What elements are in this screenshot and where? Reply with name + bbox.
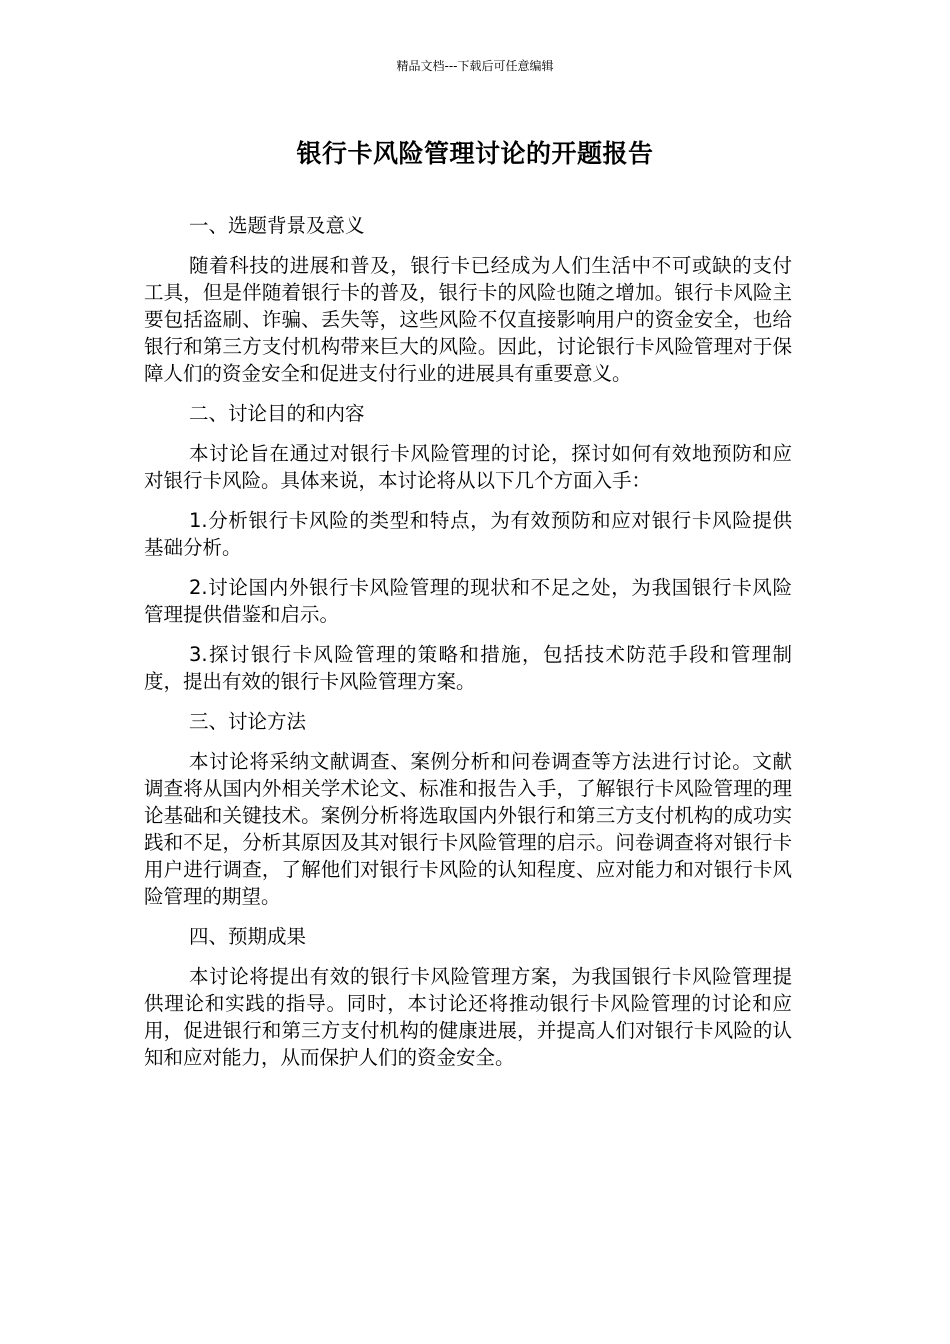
document-body <box>144 212 792 1084</box>
paragraph-background: 随着科技的进展和普及，银行卡已经成为人们生活中不可或缺的支付工具，但是伴随着银行卡的普及，银行卡的风险也随之增加。银行卡风险主要包括盗刷、诈骗、丢失等，这些风险不仅直接影响用户的资金安全，也给银行和第三方支付机构带来巨大的风险。因此，讨论银行卡风险管理对于保障人们的资金安全和促进支付行业的进展具有重要意义。 <box>144 254 792 385</box>
paragraph-purpose-intro: 本讨论旨在通过对银行卡风险管理的讨论，探讨如何有效地预防和应对银行卡风险。具体来说，本讨论将从以下几个方面入手： <box>144 442 792 492</box>
paragraph-purpose-item-3: 3.探讨银行卡风险管理的策略和措施，包括技术防范手段和管理制度，提出有效的银行卡风险管理方案。 <box>144 643 792 693</box>
document-title: 银行卡风险管理讨论的开题报告 <box>296 139 654 168</box>
paragraph-methods: 本讨论将采纳文献调查、案例分析和问卷调查等方法进行讨论。文献调查将从国内外相关学术论文、标准和报告入手，了解银行卡风险管理的理论基础和关键技术。案例分析将选取国内外银行和第三方支付机构的成功实践和不足，分析其原因及其对银行卡风险管理的启示。问卷调查将对银行卡用户进行调查，了解他们对银行卡风险的认知程度、应对能力和对银行卡风险管理的期望。 <box>144 750 792 908</box>
section-heading-methods: 三、讨论方法 <box>189 710 307 733</box>
paragraph-purpose-item-2: 2.讨论国内外银行卡风险管理的现状和不足之处，为我国银行卡风险管理提供借鉴和启示。 <box>144 576 792 626</box>
section-heading-purpose: 二、讨论目的和内容 <box>189 402 365 425</box>
header-note: 精品文档---下载后可任意编辑 <box>396 59 554 73</box>
section-heading-outcomes: 四、预期成果 <box>189 925 307 948</box>
section-heading-background: 一、选题背景及意义 <box>189 214 365 237</box>
paragraph-outcomes: 本讨论将提出有效的银行卡风险管理方案，为我国银行卡风险管理提供理论和实践的指导。同时，本讨论还将推动银行卡风险管理的讨论和应用，促进银行和第三方支付机构的健康进展，并提高人们对银行卡风险的认知和应对能力，从而保护人们的资金安全。 <box>144 965 792 1069</box>
paragraph-purpose-item-1: 1.分析银行卡风险的类型和特点，为有效预防和应对银行卡风险提供基础分析。 <box>144 509 792 559</box>
